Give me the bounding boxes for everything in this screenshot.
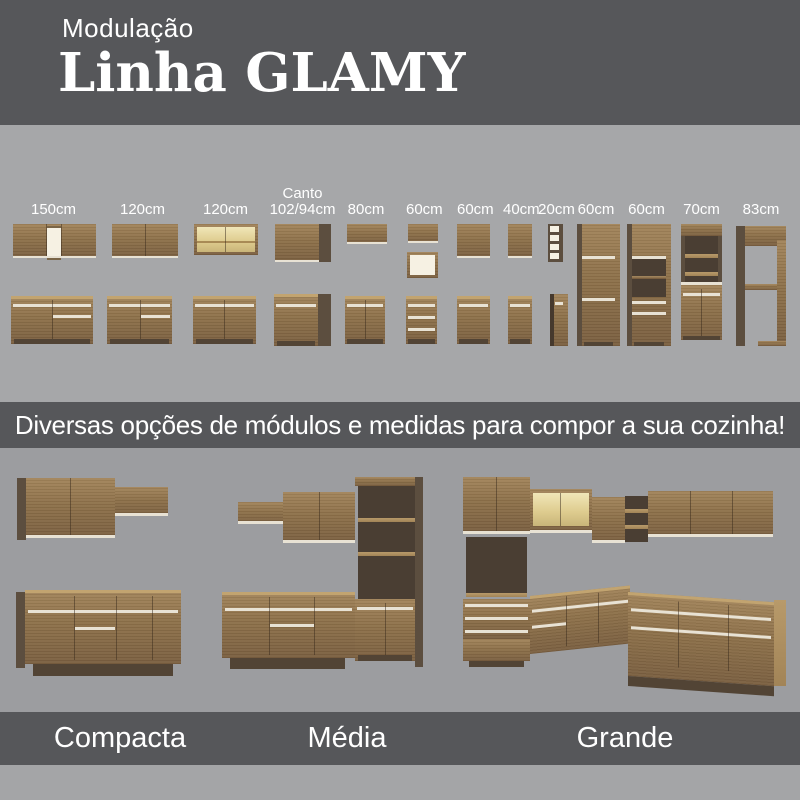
door-divider bbox=[224, 300, 225, 340]
size-label bbox=[193, 184, 258, 218]
tall-pantry-cabinet bbox=[577, 224, 620, 346]
wall-cabinet bbox=[508, 224, 532, 258]
size-label-line2: 60cm bbox=[406, 201, 443, 218]
wall-side-panel bbox=[17, 478, 26, 540]
wall-cabinet bbox=[347, 224, 387, 244]
kitchen-label-media: Média bbox=[307, 722, 387, 754]
promo-banner-text: Diversas opções de módulos e medidas para compor a sua cozinha! bbox=[14, 410, 786, 440]
tall-oven-tower bbox=[463, 477, 530, 667]
wall-cabinet-short bbox=[115, 487, 168, 516]
door-divider bbox=[566, 596, 567, 646]
drawer-strip bbox=[632, 301, 666, 304]
size-label-line2: 83cm bbox=[742, 201, 780, 218]
door-divider bbox=[152, 596, 153, 660]
countertop-edge bbox=[107, 296, 172, 299]
size-label-line2: 120cm bbox=[202, 201, 249, 218]
toe-kick bbox=[230, 658, 345, 669]
page-title: Linha GLAMY bbox=[58, 42, 466, 104]
base-run-right bbox=[628, 592, 774, 696]
module-column-70cm bbox=[681, 184, 722, 348]
section-strip bbox=[582, 298, 615, 301]
drawer-strip bbox=[465, 617, 528, 620]
mullion bbox=[560, 493, 561, 526]
open-shelf-area bbox=[681, 236, 722, 282]
handle-strip bbox=[141, 315, 170, 318]
door-divider bbox=[46, 224, 47, 258]
module-column-120cm-glass bbox=[193, 184, 258, 348]
module-column-canto bbox=[269, 184, 336, 348]
bottom-edge bbox=[592, 540, 625, 543]
door-divider bbox=[690, 491, 691, 537]
cubby-cell bbox=[550, 226, 559, 232]
tower-side-panel bbox=[415, 477, 423, 667]
handle-strip bbox=[459, 304, 488, 307]
door-divider bbox=[732, 491, 733, 537]
toe-kick bbox=[469, 661, 524, 667]
kitchen-media bbox=[218, 460, 428, 710]
door-divider bbox=[269, 597, 270, 655]
cubby-cell bbox=[550, 244, 559, 250]
size-label-line1: Canto bbox=[282, 185, 323, 202]
drawer-strip bbox=[75, 627, 115, 630]
oven-niche bbox=[466, 537, 527, 597]
base-side-panel bbox=[16, 592, 25, 668]
bottom-cabinet bbox=[681, 285, 722, 340]
size-label bbox=[681, 184, 722, 218]
size-label bbox=[345, 184, 387, 218]
toe-kick bbox=[277, 341, 315, 346]
drawer-strip bbox=[270, 624, 314, 627]
size-label bbox=[736, 184, 786, 218]
bottom-edge bbox=[13, 256, 96, 258]
size-label-line2: 70cm bbox=[683, 201, 720, 218]
wall-cabinet bbox=[13, 224, 96, 258]
module-column-20cm bbox=[538, 184, 575, 348]
kitchen-label-grande: Grande bbox=[576, 722, 674, 754]
shelf bbox=[625, 509, 648, 513]
cubby-column bbox=[548, 224, 563, 262]
size-label bbox=[457, 184, 494, 218]
size-label-line2: 20cm bbox=[538, 201, 575, 218]
bottom-edge bbox=[115, 513, 168, 516]
size-label bbox=[11, 184, 96, 218]
handle-strip bbox=[631, 608, 771, 621]
base-cabinet bbox=[457, 296, 490, 344]
base-cabinet bbox=[193, 296, 256, 344]
wall-cabinet bbox=[112, 224, 178, 258]
bottom-edge bbox=[408, 241, 438, 243]
toe-kick bbox=[358, 655, 412, 661]
kitchen-label-compacta: Compacta bbox=[53, 722, 187, 754]
handle-strip bbox=[532, 600, 628, 613]
door-divider bbox=[70, 478, 71, 538]
wall-cabinet-run bbox=[648, 491, 773, 537]
toe-kick bbox=[33, 664, 173, 676]
size-label-line2: 80cm bbox=[347, 201, 385, 218]
base-cabinet bbox=[107, 296, 172, 344]
door-divider bbox=[598, 593, 599, 643]
wall-cabinet-low bbox=[238, 502, 283, 524]
toe-kick bbox=[196, 339, 253, 344]
open-lighted-box bbox=[407, 252, 438, 278]
corner-open-shelves bbox=[625, 496, 648, 542]
wall-cabinet bbox=[26, 478, 115, 538]
bottom-edge bbox=[283, 540, 355, 543]
cubby-cell bbox=[550, 235, 559, 241]
drawer-strip bbox=[465, 630, 528, 633]
glass-shelf-line bbox=[197, 241, 255, 243]
countertop-edge bbox=[25, 590, 181, 593]
size-label-line2: 150cm bbox=[30, 201, 77, 218]
header-band bbox=[0, 0, 800, 125]
bottom-rail bbox=[758, 341, 786, 346]
countertop-edge bbox=[274, 294, 318, 297]
tower-cap bbox=[355, 477, 423, 486]
tower-base-cabinet bbox=[355, 599, 415, 661]
mullion bbox=[225, 227, 226, 252]
toe-kick bbox=[510, 339, 530, 344]
handle-strip bbox=[276, 304, 316, 307]
toe-kick bbox=[459, 339, 488, 344]
shelf bbox=[685, 272, 718, 276]
drawer-strip bbox=[408, 328, 435, 331]
drawer-strip bbox=[408, 304, 435, 307]
base-cabinet bbox=[345, 296, 385, 344]
toe-kick bbox=[110, 339, 169, 344]
wall-cabinet bbox=[592, 497, 625, 543]
section-strip bbox=[463, 531, 530, 534]
drawer-base-cabinet bbox=[406, 296, 437, 344]
door-divider bbox=[728, 605, 729, 671]
wall-cabinet bbox=[408, 224, 438, 243]
door-divider bbox=[52, 300, 53, 340]
module-column-120cm-doors bbox=[107, 184, 178, 348]
corner-return-panel bbox=[318, 294, 331, 346]
tower-bottom bbox=[463, 639, 530, 661]
promo-banner bbox=[0, 402, 800, 448]
bottom-edge bbox=[347, 242, 387, 244]
size-label-line2: 120cm bbox=[119, 201, 166, 218]
module-column-150cm bbox=[11, 184, 96, 348]
door-divider bbox=[678, 601, 679, 667]
countertop-edge bbox=[11, 296, 93, 299]
countertop-edge bbox=[222, 592, 355, 595]
module-column-60cm-tower bbox=[627, 184, 666, 348]
shelf bbox=[358, 552, 415, 556]
glass-pane bbox=[533, 493, 589, 526]
countertop-edge bbox=[508, 296, 532, 299]
countertop-edge bbox=[406, 296, 437, 299]
size-label-line2: 60cm bbox=[577, 201, 615, 218]
door-divider bbox=[61, 224, 62, 258]
wall-cabinet-glass bbox=[194, 224, 258, 255]
base-run-left bbox=[530, 585, 630, 654]
end-panel bbox=[774, 600, 786, 686]
size-label bbox=[577, 184, 615, 218]
base-cabinet-run bbox=[222, 592, 355, 658]
mid-shelf bbox=[745, 284, 777, 290]
open-niche bbox=[632, 259, 666, 297]
door-divider bbox=[365, 300, 366, 340]
door-divider bbox=[116, 596, 117, 660]
door-divider bbox=[74, 596, 75, 660]
toe-kick bbox=[584, 342, 613, 346]
shelf bbox=[685, 254, 718, 258]
top-header bbox=[681, 224, 722, 236]
module-column-83cm bbox=[736, 184, 786, 348]
tall-oven-tower bbox=[627, 224, 671, 346]
wall-cabinet bbox=[283, 492, 355, 543]
glass-pane bbox=[197, 227, 255, 252]
countertop-edge bbox=[345, 296, 385, 299]
bottom-edge bbox=[238, 521, 283, 524]
toe-kick bbox=[347, 339, 383, 344]
lit-interior bbox=[410, 255, 435, 275]
kitchen-compacta bbox=[15, 470, 185, 682]
corner-wall-cabinet bbox=[275, 224, 319, 262]
size-label bbox=[503, 184, 540, 218]
module-column-60cm-light bbox=[406, 184, 443, 348]
toe-kick bbox=[408, 339, 435, 344]
corner-return-panel bbox=[319, 224, 331, 262]
drawer-strip bbox=[631, 626, 771, 639]
size-label bbox=[264, 184, 341, 218]
countertop-edge bbox=[628, 592, 774, 605]
tower-doors bbox=[463, 477, 530, 531]
module-column-60cm-pantry bbox=[577, 184, 615, 348]
size-label-line2: 40cm bbox=[503, 201, 540, 218]
corner-base-cabinet bbox=[274, 294, 318, 346]
drawer-strip bbox=[465, 604, 528, 607]
header-eyebrow: Modulação bbox=[62, 13, 194, 43]
size-label-line2: 60cm bbox=[628, 201, 665, 218]
door-divider bbox=[319, 492, 320, 543]
niche-shelf bbox=[466, 593, 527, 597]
bottom-edge bbox=[530, 530, 592, 533]
module-column-40cm bbox=[503, 184, 540, 348]
size-label bbox=[107, 184, 178, 218]
narrow-base-cabinet bbox=[550, 294, 568, 346]
bottom-edge bbox=[112, 256, 178, 258]
tall-open-tower bbox=[355, 477, 423, 667]
side-panel bbox=[736, 226, 745, 346]
toe-kick bbox=[683, 336, 720, 340]
tower-drawers bbox=[463, 599, 530, 639]
countertop-edge bbox=[457, 296, 490, 299]
shelf bbox=[625, 525, 648, 529]
base-cabinet bbox=[11, 296, 93, 344]
door-divider bbox=[496, 477, 497, 531]
bottom-edge bbox=[275, 260, 319, 262]
module-column-60cm bbox=[457, 184, 494, 348]
size-label-line2: 102/94cm bbox=[269, 201, 336, 218]
handle-strip bbox=[53, 315, 91, 318]
countertop-edge bbox=[530, 585, 630, 599]
base-cabinet bbox=[508, 296, 532, 344]
tall-shelf-tower bbox=[681, 224, 722, 340]
door-divider bbox=[314, 597, 315, 655]
side-panel bbox=[718, 236, 722, 282]
kitchen-label-bar bbox=[0, 712, 800, 765]
bottom-edge bbox=[457, 256, 490, 258]
size-label bbox=[627, 184, 666, 218]
handle-strip bbox=[28, 610, 178, 613]
wall-cabinet bbox=[457, 224, 490, 258]
section-strip bbox=[582, 256, 615, 259]
tower-open-area bbox=[358, 486, 415, 599]
handle-strip bbox=[225, 608, 352, 611]
footer-band bbox=[0, 765, 800, 800]
handle-strip bbox=[510, 304, 530, 307]
glass-wall-cabinet bbox=[530, 489, 592, 533]
kitchen-grande bbox=[455, 460, 790, 710]
size-label bbox=[406, 184, 443, 218]
toe-kick bbox=[14, 339, 90, 344]
module-column-80cm bbox=[345, 184, 387, 348]
door-divider bbox=[701, 289, 702, 336]
bottom-edge bbox=[26, 535, 115, 538]
open-frame-unit bbox=[736, 226, 786, 346]
door-divider bbox=[140, 300, 141, 340]
size-label bbox=[535, 184, 578, 218]
drawer-strip bbox=[632, 312, 666, 315]
bottom-edge bbox=[648, 534, 773, 537]
bottom-edge bbox=[508, 256, 532, 258]
base-cabinet-run bbox=[25, 590, 181, 664]
size-label-line2: 60cm bbox=[457, 201, 494, 218]
side-panel bbox=[777, 240, 786, 346]
niche-shelf bbox=[632, 276, 666, 279]
handle-strip bbox=[555, 302, 563, 305]
door-divider bbox=[145, 224, 146, 258]
door-divider bbox=[385, 603, 386, 658]
shelf bbox=[358, 518, 415, 522]
open-shelf-slot bbox=[47, 226, 61, 260]
drawer-strip bbox=[408, 316, 435, 319]
countertop-edge bbox=[193, 296, 256, 299]
cubby-cell bbox=[550, 253, 559, 259]
toe-kick bbox=[634, 342, 664, 346]
drawer-strip bbox=[532, 622, 566, 629]
